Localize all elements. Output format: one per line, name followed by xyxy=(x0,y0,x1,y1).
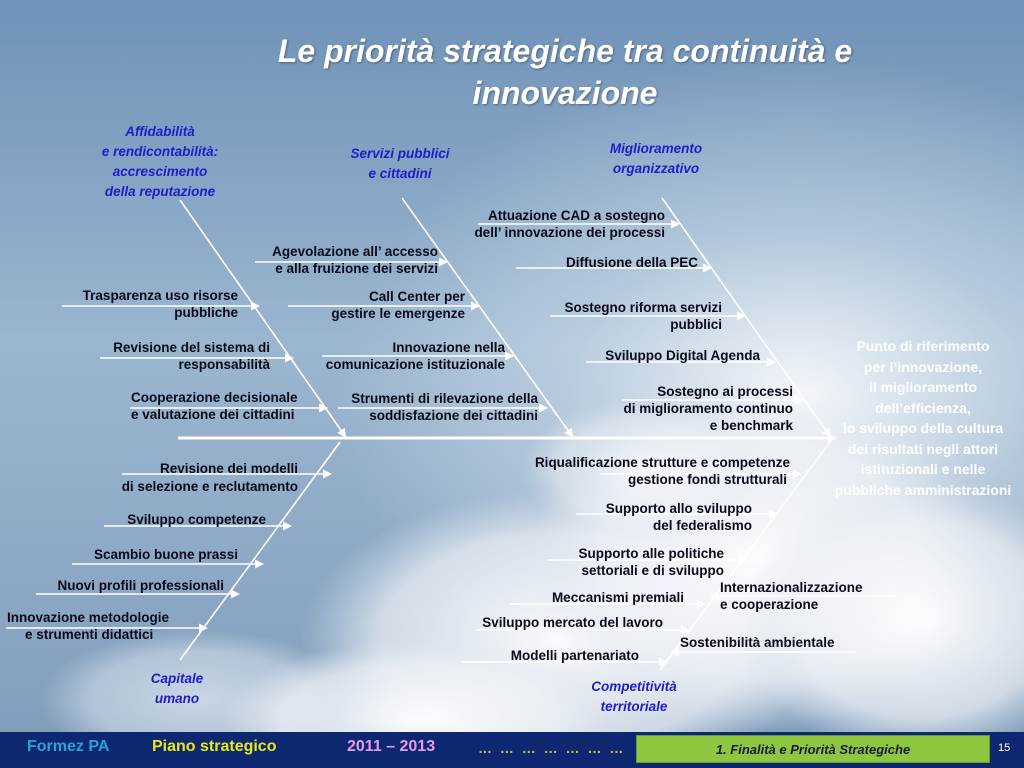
cause-metodologie xyxy=(7,609,197,643)
cause-line: Sviluppo Digital Agenda xyxy=(605,348,760,363)
cause-line: del federalismo xyxy=(652,518,752,533)
cause-attuazione-cad xyxy=(440,207,665,241)
cause-line: pubbliche xyxy=(174,305,238,320)
cause-line: pubblici xyxy=(670,317,722,332)
category-line: umano xyxy=(154,691,200,706)
cause-line: Agevolazione all’ accesso xyxy=(272,244,438,259)
cause-line: e valutazione dei cittadini xyxy=(131,407,295,422)
category-line: della reputazione xyxy=(104,184,216,199)
cause-call-center xyxy=(300,288,465,322)
footer-years: 2011 – 2013 xyxy=(347,738,436,755)
cause-line: Modelli partenariato xyxy=(510,648,639,663)
cause-mercato xyxy=(450,614,663,631)
cause-politiche xyxy=(540,545,724,579)
goal-line: dei risultati negli attori xyxy=(847,440,999,457)
cause-line: Supporto alle politiche xyxy=(578,546,724,561)
cause-line: Sostenibilità ambientale xyxy=(680,635,835,650)
cause-line: Revisione del sistema di xyxy=(113,340,270,355)
goal-line: Punto di riferimento xyxy=(856,338,990,354)
cause-competenze xyxy=(96,511,266,528)
cause-line: dell’ innovazione dei processi xyxy=(474,225,665,240)
cause-line: soddisfazione dei cittadini xyxy=(369,408,538,423)
cause-line: Supporto allo sviluppo xyxy=(605,501,752,516)
cause-line: e cooperazione xyxy=(720,597,819,612)
cause-line: Revisione dei modelli xyxy=(159,461,298,476)
cause-pec xyxy=(520,254,698,271)
cause-trasparenza xyxy=(60,287,238,321)
cause-riforma xyxy=(530,299,722,333)
category-line: Competitività xyxy=(591,679,677,694)
cause-scambio xyxy=(60,546,238,563)
category-line: e rendicontabilità: xyxy=(101,144,219,159)
cause-line: e benchmark xyxy=(709,418,793,433)
category-line: e cittadini xyxy=(368,166,432,181)
cause-revisione-modelli xyxy=(96,460,298,477)
cause-line: di miglioramento continuo xyxy=(623,401,793,416)
cause-profili xyxy=(24,577,224,594)
cause-line: Diffusione della PEC xyxy=(565,255,698,270)
cause-line: Innovazione metodologie xyxy=(7,610,170,625)
cause-line: Nuovi profili professionali xyxy=(57,578,224,593)
category-miglioramento xyxy=(586,139,726,179)
cause-riqualificazione xyxy=(500,454,790,488)
cause-innovazione-com xyxy=(300,339,505,373)
footer-dots: … … … … … … … xyxy=(478,740,626,756)
cause-internazionalizzazione xyxy=(720,579,890,613)
cause-line: Meccanismi premiali xyxy=(551,590,684,605)
category-affidabilita xyxy=(80,122,240,202)
cause-partenariato xyxy=(460,647,639,664)
cause-line: Riqualificazione strutture e competenze xyxy=(534,455,790,470)
category-competitivita xyxy=(568,677,700,717)
cause-line: di selezione e reclutamento xyxy=(121,479,298,494)
cause-line: Trasparenza uso risorse xyxy=(82,288,238,303)
category-line: Servizi pubblici xyxy=(350,146,450,161)
goal-line: dell’efficienza, xyxy=(875,399,971,416)
cause-strumenti xyxy=(320,390,538,424)
category-servizi xyxy=(330,144,470,184)
category-line: organizzativo xyxy=(612,161,700,176)
category-line: territoriale xyxy=(600,699,668,714)
cause-line: responsabilità xyxy=(178,357,270,372)
goal-line: il miglioramento xyxy=(868,379,978,395)
footer-plan: Piano strategico xyxy=(152,738,277,755)
section-label: 1. Finalità e Priorità Strategiche xyxy=(636,735,990,763)
cause-revisione-modelli-2 xyxy=(96,478,298,495)
cause-line: Sostegno riforma servizi xyxy=(564,300,722,315)
cause-line: comunicazione istituzionale xyxy=(325,357,505,372)
cause-line: e alla fruizione dei servizi xyxy=(275,261,438,276)
goal-line: pubbliche amministrazioni xyxy=(834,481,1012,498)
category-line: accrescimento xyxy=(112,164,208,179)
page-title-line1: Le priorità strategiche tra continuità e xyxy=(277,33,853,69)
cause-cooperazione xyxy=(131,389,321,423)
cause-processi xyxy=(590,383,793,434)
cause-digital xyxy=(570,347,760,364)
cause-premiali xyxy=(500,589,684,606)
category-line: Miglioramento xyxy=(609,141,703,156)
cause-line: gestione fondi strutturali xyxy=(627,472,787,487)
cause-line: Innovazione nella xyxy=(392,340,505,355)
cause-revisione-sistema xyxy=(90,339,270,373)
goal-statement xyxy=(822,336,1024,500)
cause-line: Sviluppo competenze xyxy=(127,512,266,527)
cause-sostenibilita xyxy=(680,634,860,651)
page-number: 15 xyxy=(998,742,1011,754)
cause-line: Attuazione CAD a sostegno xyxy=(487,208,665,223)
page-title-line2: innovazione xyxy=(472,75,658,111)
goal-line: istituzionali e nelle xyxy=(860,461,986,477)
goal-line: per l’innovazione, xyxy=(863,358,983,375)
cause-line: Sostegno ai processi xyxy=(657,384,793,399)
cause-line: Internazionalizzazione xyxy=(720,580,863,595)
footer-bar xyxy=(0,732,1024,768)
goal-line: lo sviluppo della cultura xyxy=(842,420,1004,436)
category-capitale xyxy=(117,669,237,709)
cause-line: Call Center per xyxy=(368,289,465,304)
cause-line: Sviluppo mercato del lavoro xyxy=(482,615,663,630)
cause-line: Cooperazione decisionale xyxy=(131,390,298,405)
cause-agevolazione xyxy=(246,243,438,277)
category-line: Capitale xyxy=(150,671,204,686)
cause-line: Strumenti di rilevazione della xyxy=(351,391,538,406)
cause-line: e strumenti didattici xyxy=(25,627,154,642)
footer-org: Formez PA xyxy=(27,738,110,755)
category-line: Affidabilità xyxy=(125,124,195,139)
cause-federalismo xyxy=(570,500,752,534)
cause-line: Scambio buone prassi xyxy=(93,547,238,562)
cause-line: settoriali e di sviluppo xyxy=(581,563,724,578)
page-title xyxy=(230,30,900,114)
cause-line: gestire le emergenze xyxy=(331,306,465,321)
